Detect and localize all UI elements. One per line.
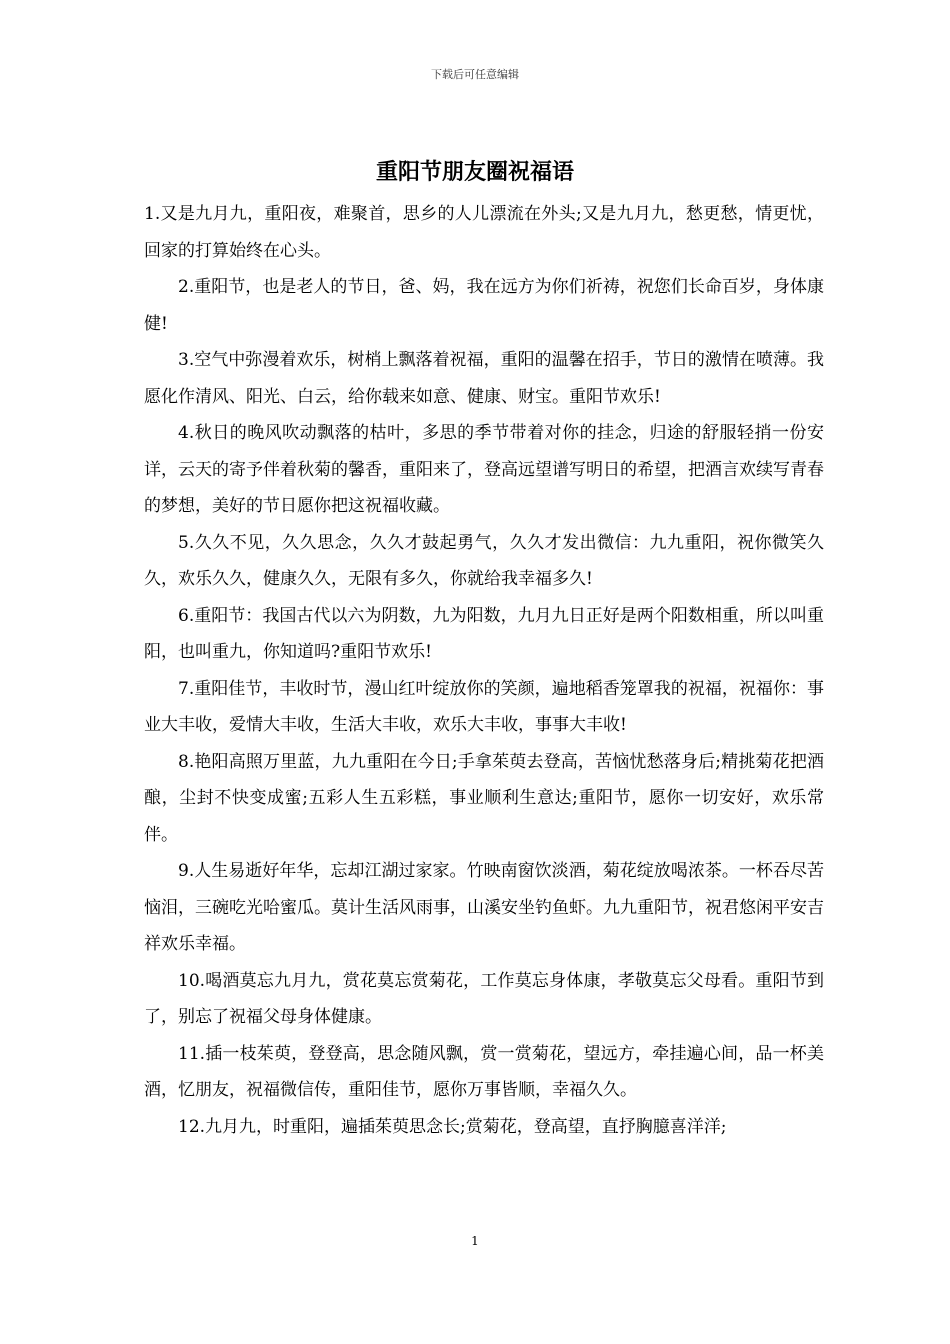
paragraph-3: 3.空气中弥漫着欢乐，树梢上飘落着祝福，重阳的温馨在招手，节日的激情在喷薄。我愿化作清风、阳光、白云，给你载来如意、健康、财宝。重阳节欢乐! xyxy=(144,350,824,407)
paragraph-11: 11.插一枝茱萸，登登高，思念随风飘，赏一赏菊花，望远方，牵挂遍心间，品一杯美酒，忆朋友，祝福微信传，重阳佳节，愿你万事皆顺，幸福久久。 xyxy=(144,1043,824,1100)
paragraph-7: 7.重阳佳节，丰收时节，漫山红叶绽放你的笑颜，遍地稻香笼罩我的祝福，祝福你：事业大丰收，爱情大丰收，生活大丰收，欢乐大丰收，事事大丰收! xyxy=(144,678,824,735)
paragraph-12: 12.九月九，时重阳，遍插茱萸思念长;赏菊花，登高望，直抒胸臆喜洋洋; xyxy=(178,1116,727,1137)
paragraph-4: 4.秋日的晚风吹动飘落的枯叶，多思的季节带着对你的挂念，归途的舒服轻捎一份安详，云天的寄予伴着秋菊的馨香，重阳来了，登高远望谱写明日的希望，把酒言欢续写青春的梦想，美好的节日愿你把这祝福收藏。 xyxy=(144,423,824,516)
document-body xyxy=(144,196,824,1196)
paragraph-10: 10.喝酒莫忘九月九，赏花莫忘赏菊花，工作莫忘身体康，孝敬莫忘父母看。重阳节到了，别忘了祝福父母身体健康。 xyxy=(144,970,824,1027)
page-header-note: 下载后可任意编辑 xyxy=(431,68,519,81)
paragraph-1: 1.又是九月九，重阳夜，难聚首，思乡的人儿漂流在外头;又是九月九，愁更愁，情更忧，回家的打算始终在心头。 xyxy=(144,204,824,261)
paragraph-2: 2.重阳节，也是老人的节日，爸、妈，我在远方为你们祈祷，祝您们长命百岁，身体康健! xyxy=(144,277,824,334)
document-title: 重阳节朋友圈祝福语 xyxy=(375,159,574,185)
paragraph-6: 6.重阳节：我国古代以六为阴数，九为阳数，九月九日正好是两个阳数相重，所以叫重阳，也叫重九，你知道吗?重阳节欢乐! xyxy=(144,605,824,662)
paragraph-9: 9.人生易逝好年华，忘却江湖过家家。竹映南窗饮淡酒，菊花绽放喝浓茶。一杯吞尽苦恼泪，三碗吃光哈蜜瓜。莫计生活风雨事，山溪安坐钓鱼虾。九九重阳节，祝君悠闲平安吉祥欢乐幸福。 xyxy=(144,861,824,954)
paragraph-8: 8.艳阳高照万里蓝，九九重阳在今日;手拿茱萸去登高，苦恼忧愁落身后;精挑菊花把酒酿，尘封不快变成蜜;五彩人生五彩糕，事业顺利生意达;重阳节，愿你一切安好，欢乐常伴。 xyxy=(144,751,824,845)
paragraph-5: 5.久久不见，久久思念，久久才鼓起勇气，久久才发出微信：九九重阳，祝你微笑久久，欢乐久久，健康久久，无限有多久，你就给我幸福多久! xyxy=(144,532,824,589)
page-number: 1 xyxy=(471,1234,479,1248)
